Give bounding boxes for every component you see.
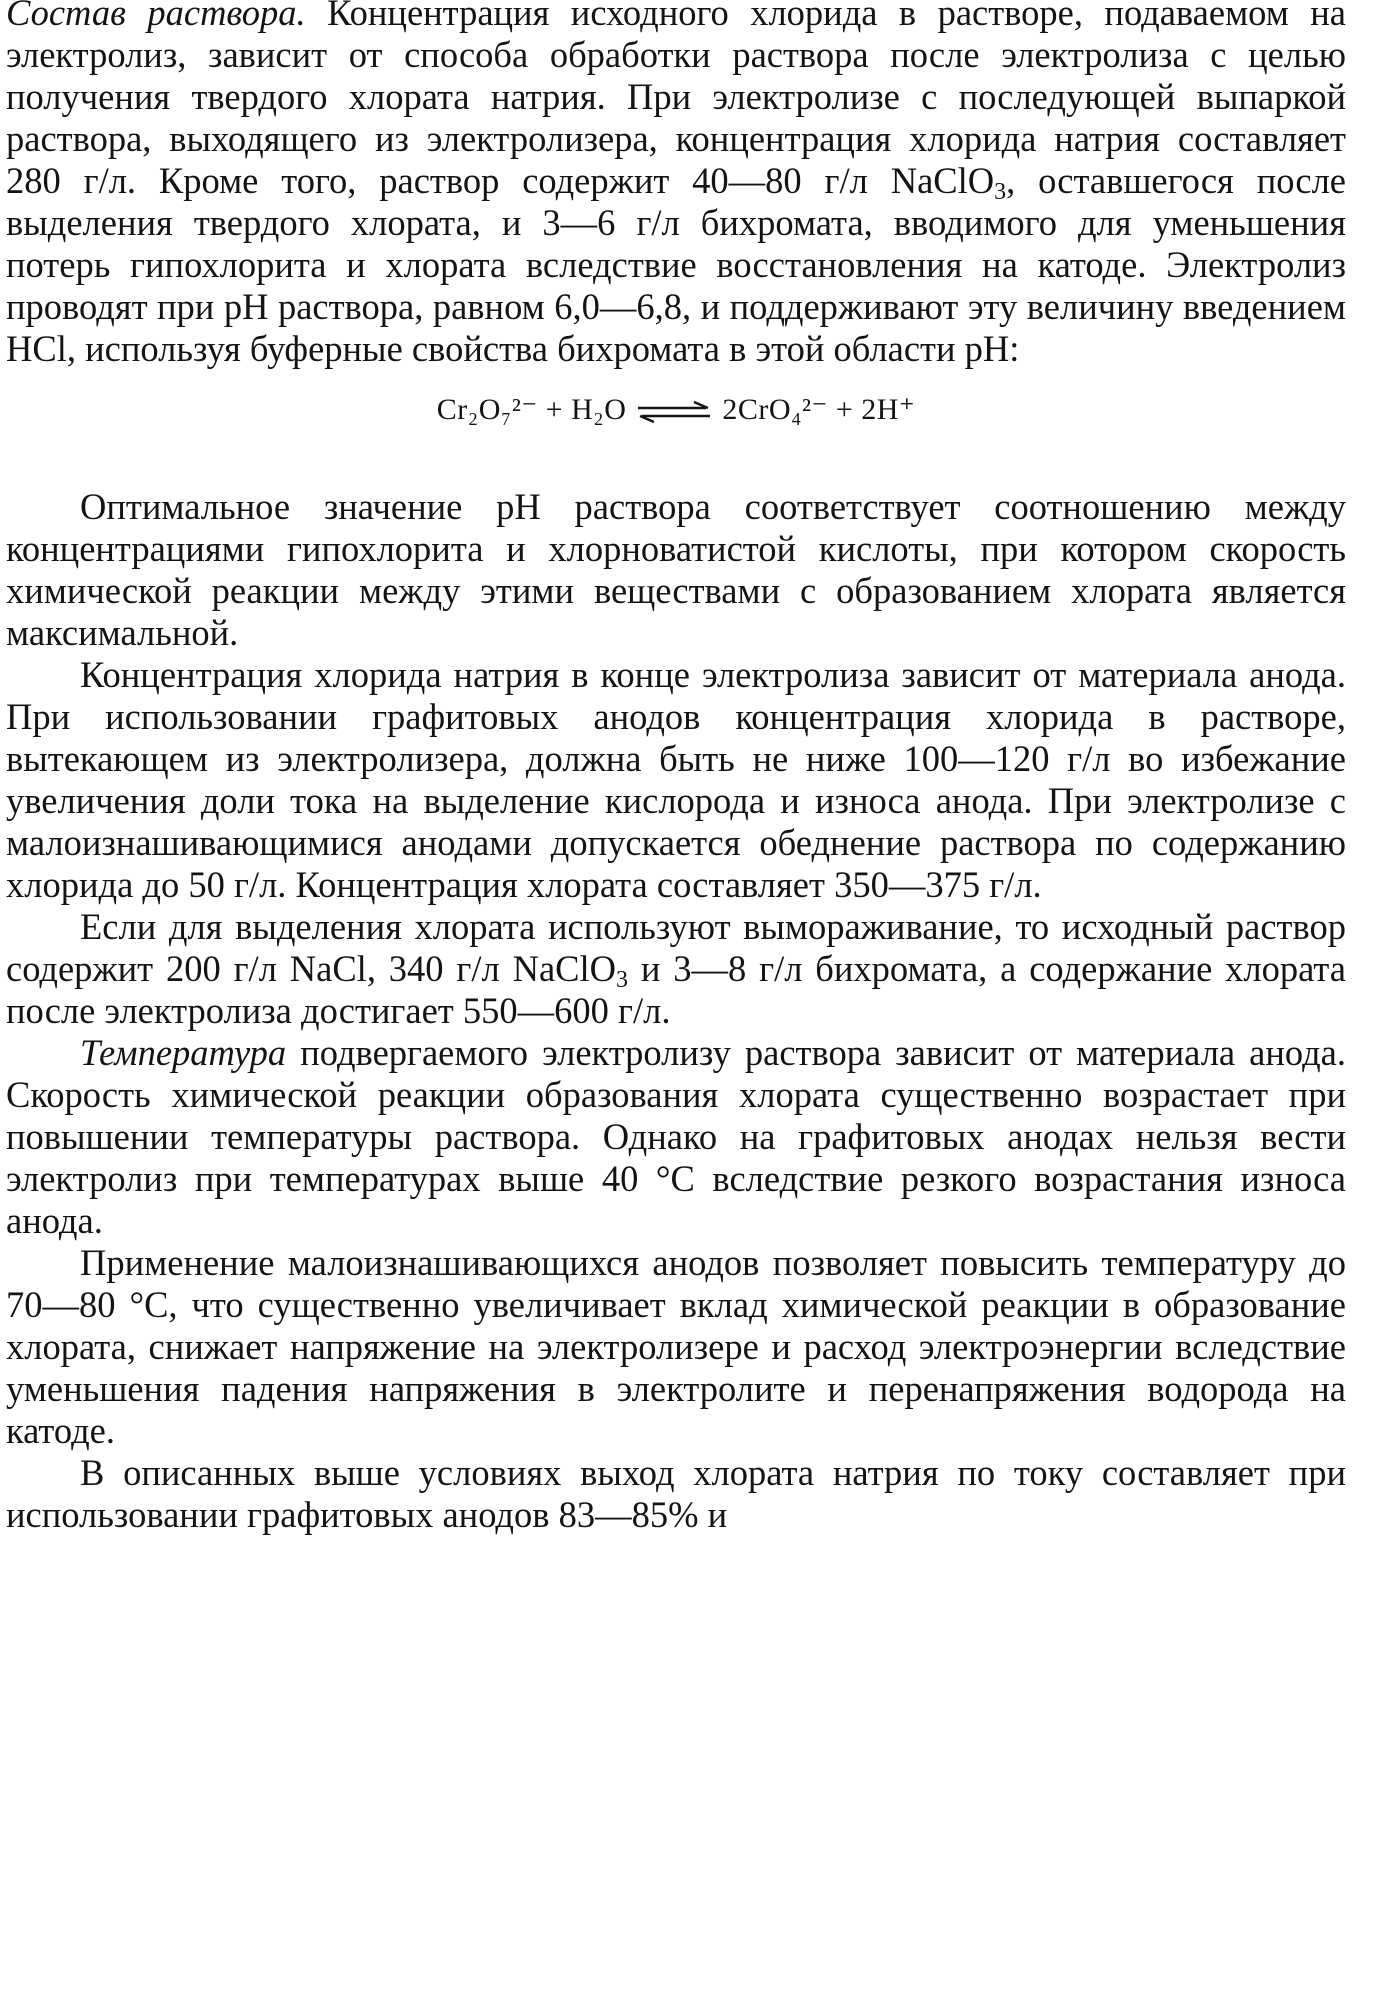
temperature-text: подвергаемого электролизу раствора зависит от материала анода. Скорость химической реакции образования хлората существенно возрастает при повышении температуры раствора. Однако на графитовых анодах нельзя вести электролиз при температурах выше 40 °С вследствие резкого возрастания износа анода. <box>6 1032 1346 1241</box>
paragraph-optimal-ph: Оптимальное значение pH раствора соответствует соотношению между концентрациями гипохлорита и хлорноватистой кислоты, при котором скорость химической реакции между этими веществами с образованием хлората является максимальной. <box>6 486 1346 653</box>
paragraph-chloride-concentration: Концентрация хлорида натрия в конце электролиза зависит от материала анода. При использовании графитовых анодов концентрация хлорида в растворе, вытекающем из электролизера, должна быть не ниже 100—120 г/л во избежание увеличения доли тока на выделение кислорода и износа анода. При электролизе с малоизнашивающимися анодами допускается обеднение раствора по содержанию хлорида до 50 г/л. Концентрация хлората составляет 350—375 г/л. <box>6 654 1346 905</box>
equilibrium-arrow-icon <box>634 401 714 423</box>
chemical-equation <box>6 392 1346 428</box>
equation-right: 2CrO₄²⁻ + 2H⁺ <box>722 393 916 426</box>
paragraph-low-wear-anodes: Применение малоизнашивающихся анодов позволяет повысить температуру до 70—80 °С, что существенно увеличивает вклад химической реакции в образование хлората, снижает напряжение на электролизере и расход электроэнергии вследствие уменьшения падения напряжения в электролите и перенапряжения водорода на катоде. <box>6 1242 1346 1451</box>
composition-heading: Состав раствора. <box>6 0 306 33</box>
composition-text-a: Концентрация исходного хлорида в растворе, подаваемом на электролиз, зависит от способа обработки раствора после электролиза с целью получения твердого хлората натрия. При электролизе с последующей выпаркой раствора, выходящего из электролизера, концентрация хлорида натрия составляет 280 г/л. Кроме того, раствор содержит 40—80 г/л NaClO <box>6 0 1346 201</box>
paragraph-temperature <box>6 1032 1346 1242</box>
document-page <box>6 0 1346 1536</box>
equation-left: Cr₂O₇²⁻ + H₂O <box>436 393 627 426</box>
freezing-text-a: Если для выделения хлората используют вымораживание, то исходный раствор содержит 200 г/л NaCl, 340 г/л NaClO <box>6 906 1346 989</box>
temperature-heading: Температура <box>80 1032 287 1073</box>
paragraph-freezing <box>6 906 1346 1032</box>
freezing-text-b: и 3—8 г/л бихромата, а содержание хлората после электролиза достигает 550—600 г/л. <box>6 948 1346 1031</box>
freezing-subscript: 3 <box>616 967 629 993</box>
paragraph-current-yield: В описанных выше условиях выход хлората натрия по току составляет при использовании графитовых анодов 83—85% и <box>6 1452 1346 1535</box>
composition-subscript: 3 <box>994 179 1007 205</box>
composition-text-b: , оставшегося после выделения твердого хлората, и 3—6 г/л бихромата, вводимого для уменьшения потерь гипохлорита и хлората вследствие восстановления на катоде. Электролиз проводят при pH раствора, равном 6,0—6,8, и поддерживают эту величину введением HCl, используя буферные свойства бихромата в этой области pH: <box>6 160 1347 369</box>
paragraph-composition <box>6 0 1346 370</box>
